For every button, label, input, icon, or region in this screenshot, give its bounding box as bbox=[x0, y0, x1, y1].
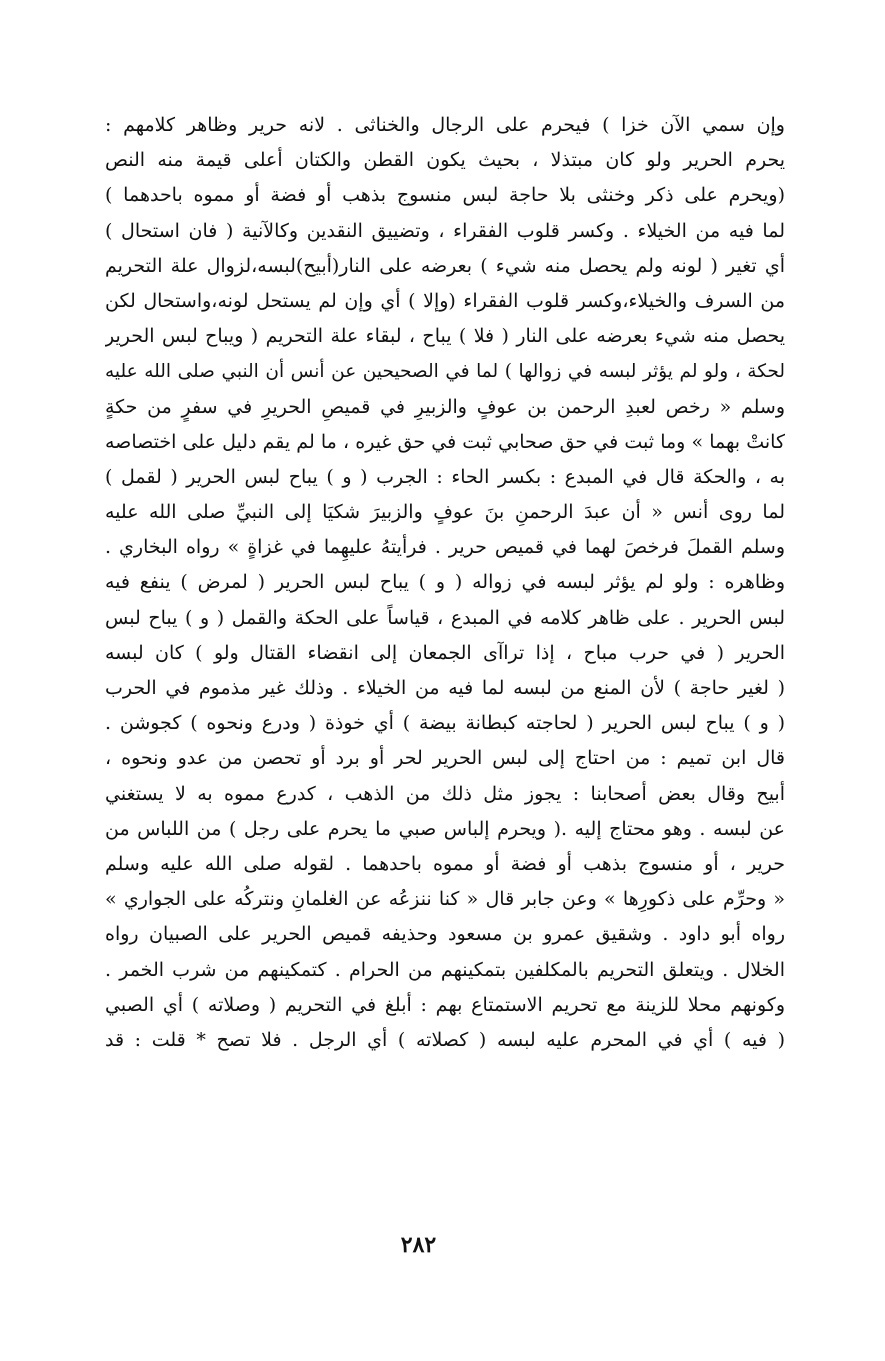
text-line: قال ابن تميم : من احتاج إلى لبس الحرير لحر أو برد أو تحصن من عدو ونحوه ، bbox=[105, 747, 785, 770]
text-line: به ، والحكة قال في المبدع : بكسر الحاء : الجرب ( و ) يباح لبس الحرير ( لقمل ) bbox=[105, 465, 785, 488]
text-line: كانتْ بهما » وما ثبت في حق صحابي ثبت في حق غيره ، ما لم يقم دليل على اختصاصه bbox=[105, 430, 785, 453]
text-line: ( فيه ) أي في المحرم عليه لبسه ( كصلاته ) أي الرجل . فلا تصح * قلت : قد bbox=[105, 1028, 785, 1051]
text-line: (ويحرم على ذكر وخنثى بلا حاجة لبس منسوج بذهب أو فضة أو مموه باحدهما ) bbox=[105, 184, 785, 207]
text-line: يحرم الحرير ولو كان مبتذلا ، بحيث يكون القطن والكتان أعلى قيمة منه النص bbox=[105, 149, 785, 172]
text-line: ( و ) يباح لبس الحرير ( لحاجته كبطانة بيضة ) أي خوذة ( ودرع ونحوه ) كجوشن . bbox=[105, 712, 785, 735]
text-line: حرير ، أو منسوج بذهب أو فضة أو مموه باحدهما . لقوله صلى الله عليه وسلم bbox=[105, 852, 785, 875]
body-text bbox=[105, 108, 785, 1058]
text-line: لما فيه من الخيلاء . وكسر قلوب الفقراء ، وتضييق النقدين وكالآنية ( فان استحال ) bbox=[105, 219, 785, 242]
text-line: رواه أبو داود . وشقيق عمرو بن مسعود وحذيفه قميص الحرير على الصبيان رواه bbox=[105, 923, 785, 946]
text-line: لما روى أنس « أن عبدَ الرحمنِ بنَ عوفٍ والزبيرَ شكيَا إلى النبيِّ صلى الله عليه bbox=[105, 501, 785, 524]
text-line: لحكة ، ولو لم يؤثر لبسه في زوالها ) لما في الصحيحين عن أنس أن النبي صلى الله عليه bbox=[105, 361, 785, 383]
text-line: وظاهره : ولو لم يؤثر لبسه في زواله ( و ) يباح لبس الحرير ( لمرض ) ينفع فيه bbox=[105, 571, 785, 594]
text-line: وإن سمي الآن خزا ) فيحرم على الرجال والخناثى . لانه حرير وظاهر كلامهم : bbox=[105, 114, 785, 136]
page-number: ٢٨٢ bbox=[400, 1232, 437, 1258]
text-line: أبيح وقال بعض أصحابنا : يجوز مثل ذلك من الذهب ، كدرع مموه به لا يستغني bbox=[105, 782, 785, 805]
text-line: من السرف والخيلاء،وكسر قلوب الفقراء (وإلا ) أي وإن لم يستحل لونه،واستحال لكن bbox=[105, 289, 785, 312]
text-line: الخلال . ويتعلق التحريم بالمكلفين بتمكينهم من الحرام . كتمكينهم من شرب الخمر . bbox=[105, 958, 785, 981]
text-line: يحصل منه شيء بعرضه على النار ( فلا ) يباح ، لبقاء علة التحريم ( ويباح لبس الحرير bbox=[105, 325, 785, 348]
text-line: ( لغير حاجة ) لأن المنع من لبسه لما فيه من الخيلاء . وذلك غير مذموم في الحرب bbox=[105, 677, 785, 699]
text-line: وكونهم محلا للزينة مع تحريم الاستمتاع بهم : أبلغ في التحريم ( وصلاته ) أي الصبي bbox=[105, 993, 785, 1016]
text-line: وسلم القملَ فرخصَ لهما في قميص حرير . فرأيتهُ عليهِما في غزاةٍ » رواه البخاري . bbox=[105, 536, 785, 559]
text-line: لبس الحرير . على ظاهر كلامه في المبدع ، قياساً على الحكة والقمل ( و ) يباح لبس bbox=[105, 606, 785, 629]
text-line: عن لبسه . وهو محتاج إليه .( ويحرم إلباس صبي ما يحرم على رجل ) من اللباس من bbox=[105, 817, 785, 840]
text-line: « وحرِّم على ذكورِها » وعن جابر قال « كنا ننزعُه عن الغلمانِ ونتركُه على الجواري » bbox=[105, 888, 785, 911]
text-line: الحرير ( في حرب مباح ، إذا تراآى الجمعان إلى انقضاء القتال ولو ) كان لبسه bbox=[105, 641, 785, 664]
text-line: وسلم « رخص لعبدِ الرحمن بن عوفٍ والزبيرِ في قميصِ الحريرِ في سفرٍ من حكةٍ bbox=[105, 395, 785, 418]
text-line: أي تغير ( لونه ولم يحصل منه شيء ) بعرضه على النار(أبيح)لبسه،لزوال علة التحريم bbox=[105, 254, 785, 277]
